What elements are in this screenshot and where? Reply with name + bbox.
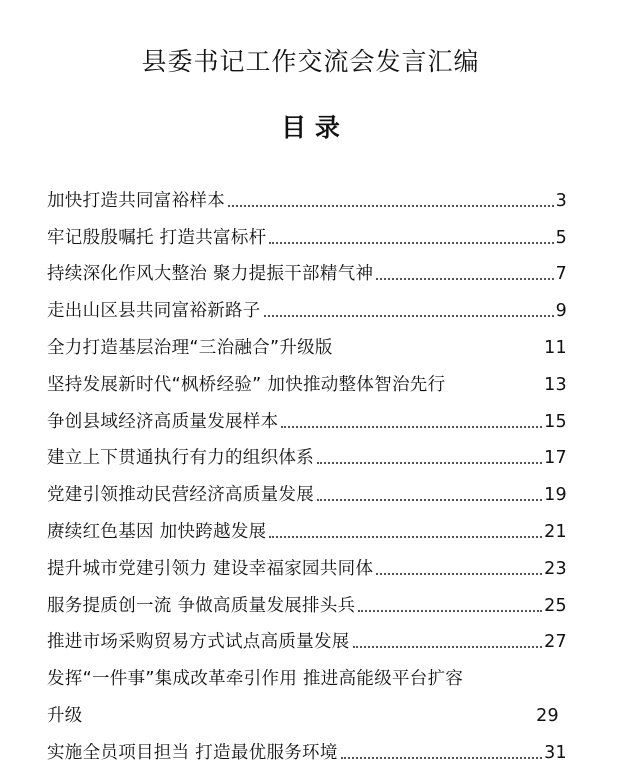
toc-page-number: 25: [544, 595, 567, 616]
document-title: 县委书记工作交流会发言汇编: [141, 47, 480, 76]
toc-entry-title: 发挥“一件事”集成改革牵引作用 推进高能级平台扩容: [47, 669, 464, 690]
toc-entry-title: 提升城市党建引领力 建设幸福家园共同体: [47, 558, 374, 579]
toc-entry-title: 牢记殷殷嘱托 打造共富标杆: [47, 227, 267, 248]
dot-leader: [228, 205, 554, 207]
dot-leader: [269, 242, 553, 244]
toc-entry[interactable]: [47, 396, 567, 433]
toc-page-number: 31: [544, 742, 567, 763]
toc-page-number: 13: [544, 374, 567, 395]
toc-entry[interactable]: [47, 653, 567, 727]
toc-page-number: 7: [555, 264, 567, 285]
dot-leader: [269, 536, 542, 538]
toc-entry-title: 赓续红色基因 加快跨越发展: [47, 521, 267, 542]
dot-leader: [341, 757, 542, 759]
toc-entry[interactable]: [47, 506, 567, 543]
toc-entry[interactable]: [47, 580, 567, 617]
dot-leader: [376, 573, 542, 575]
toc-entry[interactable]: [47, 433, 567, 470]
toc-entry[interactable]: [47, 359, 567, 396]
toc-page-number: 23: [544, 558, 567, 579]
toc-entry[interactable]: [47, 727, 567, 764]
toc-page-number: 17: [544, 448, 567, 469]
toc-entry-title-continued: 升级: [47, 705, 83, 726]
toc-page-number: 9: [555, 301, 567, 322]
toc-page-number: 3: [555, 190, 567, 211]
toc-page-number: 27: [544, 632, 567, 653]
toc-page-number: 29: [536, 705, 559, 726]
toc-entry-title: 全力打造基层治理“三治融合”升级版: [47, 337, 333, 358]
toc-page-number: 15: [544, 411, 567, 432]
toc-entry-title: 实施全员项目担当 打造最优服务环境: [47, 742, 338, 763]
toc-page-number: 11: [544, 337, 567, 358]
dot-leader: [358, 610, 542, 612]
toc-entry-title: 走出山区县共同富裕新路子: [47, 301, 261, 322]
toc-entry[interactable]: [47, 212, 567, 249]
toc-entry[interactable]: [47, 617, 567, 654]
table-of-contents: [47, 175, 567, 764]
toc-entry-title: 推进市场采购贸易方式试点高质量发展: [47, 632, 350, 653]
toc-entry[interactable]: [47, 249, 567, 286]
dot-leader: [317, 462, 542, 464]
toc-entry-title: 争创县域经济高质量发展样本: [47, 411, 279, 432]
dot-leader: [317, 499, 542, 501]
toc-entry[interactable]: [47, 285, 567, 322]
toc-entry[interactable]: [47, 469, 567, 506]
dot-leader: [376, 278, 553, 280]
dot-leader: [281, 426, 542, 428]
toc-entry-title: 坚持发展新时代“枫桥经验” 加快推动整体智治先行: [47, 374, 446, 395]
toc-heading: 目 录: [281, 113, 340, 142]
toc-entry-title: 加快打造共同富裕样本: [47, 190, 225, 211]
dot-leader: [264, 315, 554, 317]
toc-entry-title: 持续深化作风大整治 聚力提振干部精气神: [47, 264, 374, 285]
toc-entry[interactable]: [47, 175, 567, 212]
toc-entry-title: 党建引领推动民营经济高质量发展: [47, 485, 314, 506]
dot-leader: [353, 646, 543, 648]
toc-page-number: 19: [544, 485, 567, 506]
toc-entry[interactable]: [47, 322, 567, 359]
toc-page-number: 5: [555, 227, 567, 248]
toc-entry-title: 建立上下贯通执行有力的组织体系: [47, 448, 314, 469]
toc-entry-title: 服务提质创一流 争做高质量发展排头兵: [47, 595, 356, 616]
toc-entry[interactable]: [47, 543, 567, 580]
toc-page-number: 21: [544, 521, 567, 542]
